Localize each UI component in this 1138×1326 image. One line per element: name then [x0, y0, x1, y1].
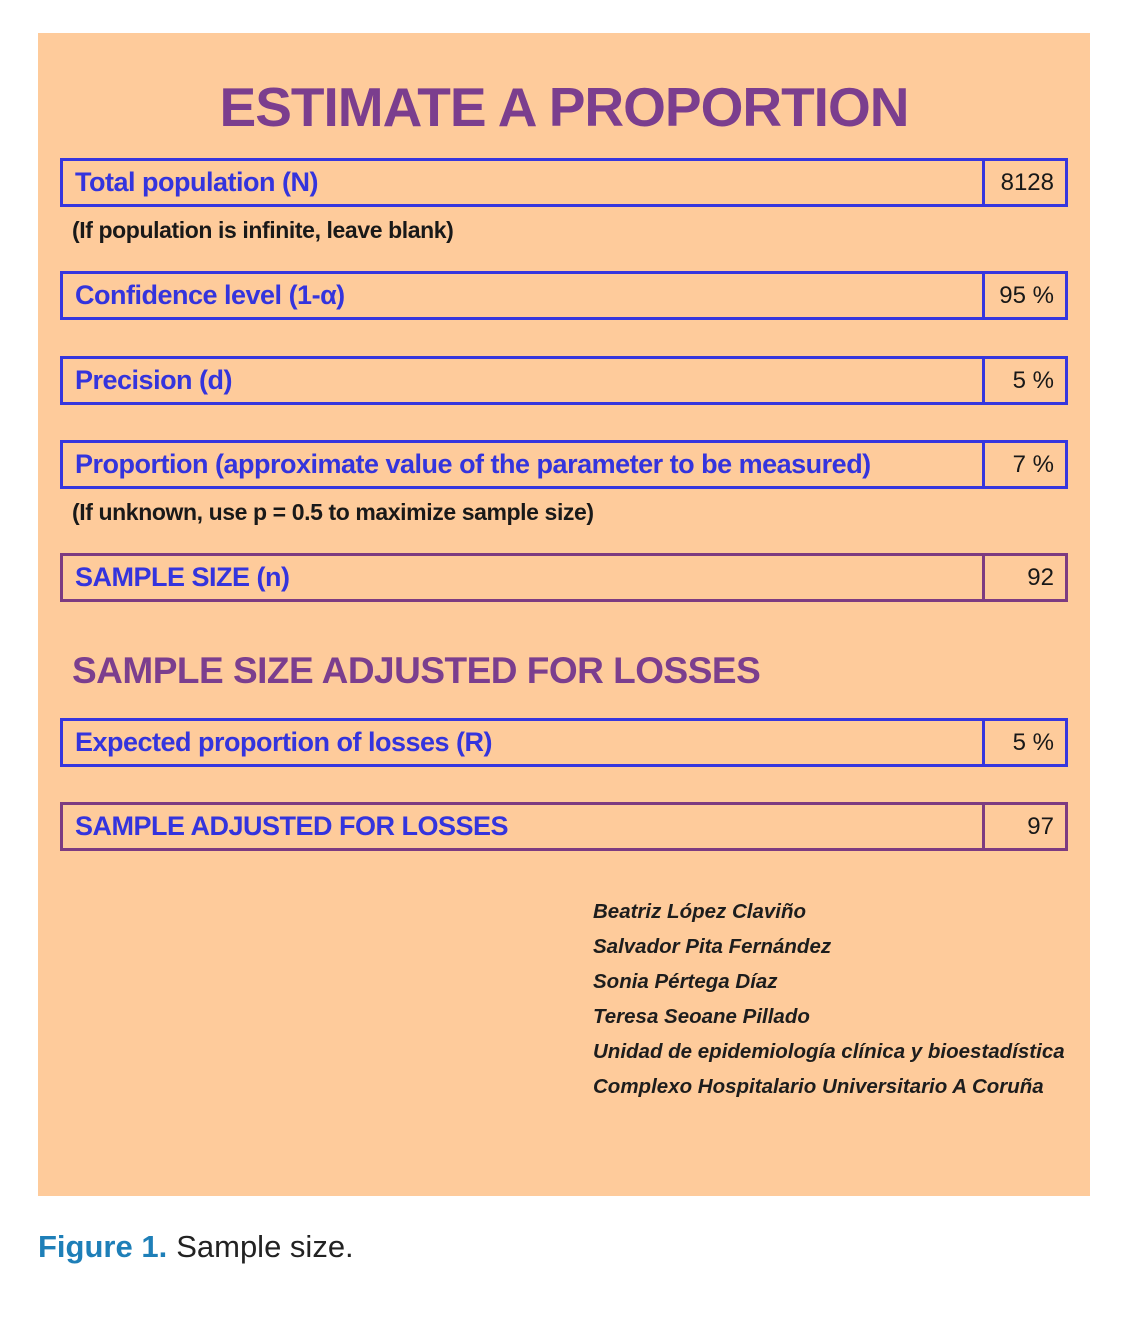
sample-size-label: SAMPLE SIZE (n): [75, 562, 290, 592]
precision-label: Precision (d): [75, 365, 233, 395]
proportion-input[interactable]: 7 %: [982, 443, 1065, 486]
field-row-confidence-level: [60, 271, 1068, 320]
total-population-hint: (If population is infinite, leave blank): [72, 217, 454, 243]
precision-input[interactable]: 5 %: [982, 359, 1065, 402]
credit-line: Complexo Hospitalario Universitario A Coruña: [593, 1075, 1044, 1098]
credit-line: Unidad de epidemiología clínica y bioestadística: [593, 1040, 1065, 1063]
credit-line: Sonia Pértega Díaz: [593, 970, 778, 993]
field-row-total-population: [60, 158, 1068, 207]
field-row-precision: [60, 356, 1068, 405]
proportion-label: Proportion (approximate value of the parameter to be measured): [75, 449, 871, 479]
sample-size-result: 92: [982, 556, 1065, 599]
panel-title: ESTIMATE A PROPORTION: [219, 76, 909, 138]
credit-line: Salvador Pita Fernández: [593, 935, 832, 958]
field-row-proportion: [60, 440, 1068, 489]
proportion-hint: (If unknown, use p = 0.5 to maximize sample size): [72, 499, 594, 525]
losses-section-title: SAMPLE SIZE ADJUSTED FOR LOSSES: [72, 650, 761, 691]
total-population-input[interactable]: 8128: [982, 161, 1065, 204]
sample-size-calculator-panel: [38, 33, 1090, 1196]
credits-block: [593, 894, 1065, 1104]
expected-losses-input[interactable]: 5 %: [982, 721, 1065, 764]
sample-adjusted-result: 97: [982, 805, 1065, 848]
figure-caption-label: Figure 1.: [38, 1229, 168, 1264]
figure-caption-text: Sample size.: [176, 1229, 354, 1264]
sample-adjusted-label: SAMPLE ADJUSTED FOR LOSSES: [75, 811, 509, 841]
figure-caption: [38, 1229, 354, 1265]
credit-line: Beatriz López Claviño: [593, 900, 807, 923]
credit-line: Teresa Seoane Pillado: [593, 1005, 810, 1028]
confidence-level-label: Confidence level (1-α): [75, 280, 345, 310]
result-row-sample-adjusted: [60, 802, 1068, 851]
total-population-label: Total population (N): [75, 167, 318, 197]
field-row-expected-losses: [60, 718, 1068, 767]
confidence-level-input[interactable]: 95 %: [982, 274, 1065, 317]
result-row-sample-size: [60, 553, 1068, 602]
expected-losses-label: Expected proportion of losses (R): [75, 727, 493, 757]
